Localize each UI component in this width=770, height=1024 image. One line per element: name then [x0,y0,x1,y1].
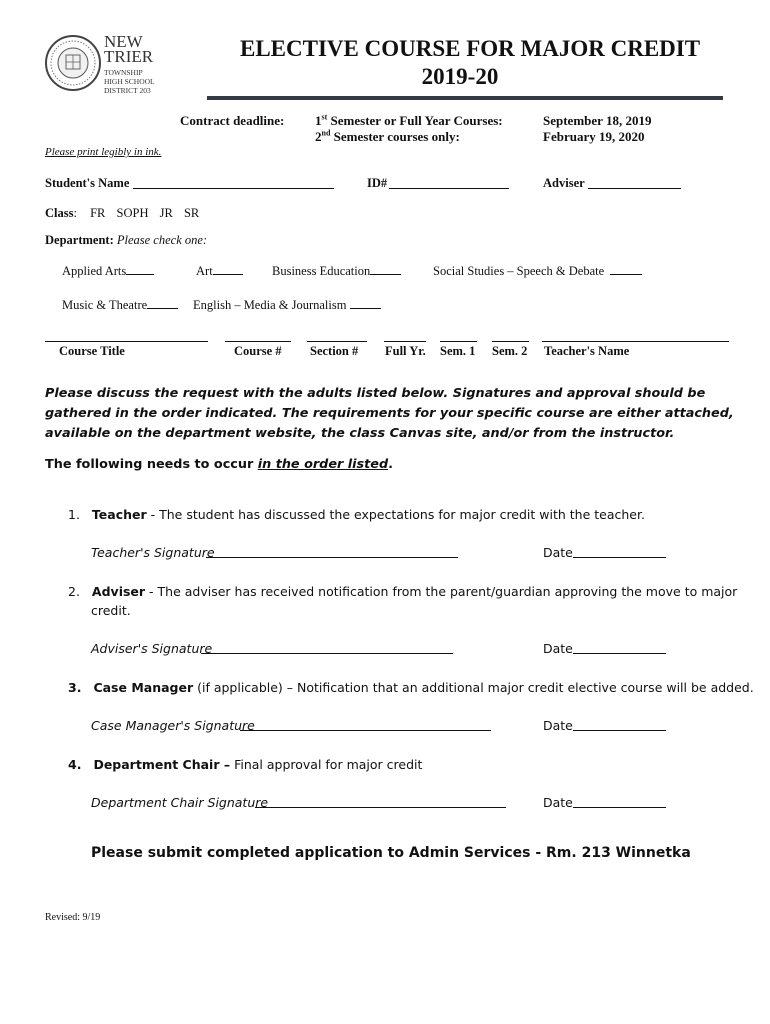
department-hint: Please check one: [116,233,208,247]
step-2: 2. Adviser - The adviser has received notification from the parent/guardian approving the move to major [68,584,738,599]
case-manager-date-field[interactable] [573,730,666,731]
print-instructions: Please print legibly in ink. [45,146,162,158]
discussion-paragraph: Please discuss the request with the adults listed below. Signatures and approval should be gathered in the order indicated. The requirements for your specific course are either attached, available on the department website, the class Canvas site, and/or from the instructor. [45,386,734,441]
dept-option-music-theatre[interactable]: Music & Theatre [62,297,178,313]
full-year-field[interactable] [384,341,426,342]
logo-district: DISTRICT 203 [104,86,151,95]
deadline-date-1: September 18, 2019 [543,113,652,128]
deadline-label: Contract deadline: [180,113,285,128]
revised-note: Revised: 9/19 [45,912,101,923]
sem1-field[interactable] [440,341,477,342]
school-year: 2019-20 [421,64,499,89]
col-course-title: Course Title [59,344,125,358]
class-option-sr[interactable]: SR [183,206,200,220]
adviser-signature-label: Adviser's Signature [91,641,213,656]
student-id-label: ID# [367,176,388,190]
section-number-field[interactable] [307,341,367,342]
col-sem2: Sem. 2 [492,344,528,358]
dept-option-business-education[interactable]: Business Education [272,263,401,279]
school-seal-logo [44,34,102,92]
class-option-fr[interactable]: FR [90,206,106,220]
logo-new: NEW [104,32,143,51]
col-section-number: Section # [310,344,359,358]
adviser-date-field[interactable] [573,653,666,654]
step-4: 4. Department Chair – Final approval for major credit [68,757,423,772]
col-course-number: Course # [234,344,282,358]
adviser-signature-field[interactable] [201,653,453,654]
school-logo-wordmark [104,34,155,95]
department-chair-signature-field[interactable] [255,807,506,808]
course-title-field[interactable] [45,341,208,342]
case-manager-signature-field[interactable] [240,730,491,731]
department-chair-date-label: Date [543,795,573,810]
case-manager-signature-label: Case Manager's Signature [91,718,255,733]
student-id-field[interactable] [389,188,509,189]
sem2-field[interactable] [492,341,529,342]
teacher-signature-label: Teacher's Signature [91,545,215,560]
page-title: ELECTIVE COURSE FOR MAJOR CREDIT [240,36,701,61]
department-row [45,233,207,248]
student-name-field[interactable] [133,188,334,189]
logo-high-school: HIGH SCHOOL [104,77,155,86]
teacher-date-field[interactable] [573,557,666,558]
teacher-date-label: Date [543,545,573,560]
class-label: Class [45,206,74,220]
col-sem1: Sem. 1 [440,344,476,358]
dept-option-art[interactable]: Art [196,263,243,279]
class-option-soph[interactable]: SOPH [116,206,149,220]
step-3: 3. Case Manager (if applicable) – Notification that an additional major credit elective course will be added. [68,680,754,695]
teacher-name-field[interactable] [542,341,729,342]
department-label: Department: [45,233,114,247]
adviser-label: Adviser [543,176,585,190]
col-teacher-name: Teacher's Name [544,344,630,358]
order-note: The following needs to occur in the order listed. [45,457,393,472]
class-row: Class: FR SOPH JR SR [45,206,200,220]
title-rule [207,96,723,100]
case-manager-date-label: Date [543,718,573,733]
col-full-year: Full Yr. [385,344,426,358]
course-number-field[interactable] [225,341,291,342]
class-option-jr[interactable]: JR [159,206,173,220]
dept-option-applied-arts[interactable]: Applied Arts [62,263,154,279]
deadline-date-2: February 19, 2020 [543,129,645,144]
student-name-label: Student's Name [45,176,130,190]
submit-note: Please submit completed application to Admin Services - Rm. 213 Winnetka [91,845,691,861]
logo-trier: TRIER [104,47,154,66]
department-chair-signature-label: Department Chair Signature [91,795,269,810]
logo-township: TOWNSHIP [104,68,143,77]
adviser-date-label: Date [543,641,573,656]
step-2-continuation: credit. [91,603,131,618]
dept-option-english-media[interactable]: English – Media & Journalism [193,297,381,313]
teacher-signature-field[interactable] [206,557,458,558]
step-1: 1. Teacher - The student has discussed the expectations for major credit with the teacher. [68,507,645,522]
deadline-row-2: 2nd Semester courses only: [315,128,460,144]
department-chair-date-field[interactable] [573,807,666,808]
deadline-row-1: 1st Semester or Full Year Courses: [315,112,503,128]
adviser-field[interactable] [588,188,681,189]
dept-option-social-studies[interactable]: Social Studies – Speech & Debate [433,263,642,279]
